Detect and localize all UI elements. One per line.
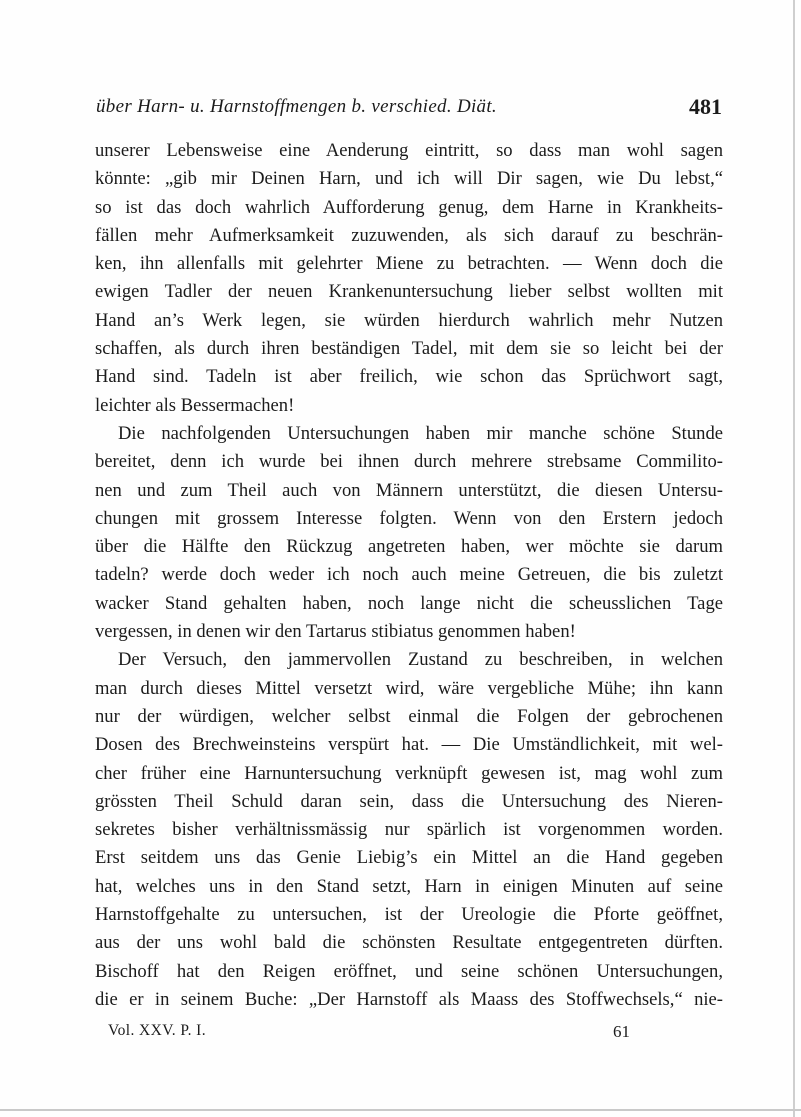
text-line: vergessen, in denen wir den Tartarus stibiatus genommen haben! bbox=[95, 621, 576, 643]
text-line: Hand an’s Werk legen, sie würden hierdurch wahrlich mehr Nutzen bbox=[95, 309, 723, 331]
volume-signature: Vol. XXV. P. I. bbox=[108, 1022, 207, 1039]
text-line: Harnstoffgehalte zu untersuchen, ist der Ureologie die Pforte geöffnet, bbox=[95, 904, 723, 926]
page-number: 481 bbox=[689, 94, 722, 119]
text-line: sekretes bisher verhältnissmässig nur spärlich ist vorgenommen worden. bbox=[95, 819, 723, 841]
text-line: die er in seinem Buche: „Der Harnstoff als Maass des Stoffwechsels,“ nie- bbox=[95, 988, 723, 1010]
text-line: Der Versuch, den jammervollen Zustand zu beschreiben, in welchen bbox=[118, 649, 723, 671]
text-line: nen und zum Theil auch von Männern unterstützt, die diesen Untersu- bbox=[95, 479, 723, 501]
text-line: fällen mehr Aufmerksamkeit zuzuwenden, als sich darauf zu beschrän- bbox=[95, 224, 723, 246]
text-line: ken, ihn allenfalls mit gelehrter Miene zu betrachten. — Wenn doch die bbox=[95, 253, 723, 275]
page-edge-right bbox=[793, 0, 795, 1117]
text-line: unserer Lebensweise eine Aenderung eintritt, so dass man wohl sagen bbox=[95, 140, 723, 161]
text-line: tadeln? werde doch weder ich noch auch meine Getreuen, die bis zuletzt bbox=[95, 564, 723, 586]
sheet-number: 61 bbox=[613, 1022, 630, 1041]
text-line: könnte: „gib mir Deinen Harn, und ich will Dir sagen, wie Du lebst,“ bbox=[95, 168, 723, 190]
text-line: schaffen, als durch ihren beständigen Tadel, mit dem sie so leicht bei der bbox=[95, 338, 723, 360]
text-line: ewigen Tadler der neuen Krankenuntersuchung lieber selbst wollten mit bbox=[95, 281, 723, 303]
text-line: Erst seitdem uns das Genie Liebig’s ein Mittel an die Hand gegeben bbox=[95, 847, 723, 869]
running-title: über Harn- u. Harnstoffmengen b. verschied. Diät. bbox=[96, 96, 497, 117]
text-line: wacker Stand gehalten haben, noch lange nicht die scheusslichen Tage bbox=[95, 592, 723, 614]
page-edge-bottom bbox=[0, 1109, 801, 1111]
text-line: Die nachfolgenden Untersuchungen haben mir manche schöne Stunde bbox=[118, 422, 723, 444]
text-line: cher früher eine Harnuntersuchung verknüpft gewesen ist, mag wohl zum bbox=[95, 762, 723, 784]
text-line: Bischoff hat den Reigen eröffnet, und seine schönen Untersuchungen, bbox=[95, 960, 723, 982]
text-line: über die Hälfte den Rückzug angetreten haben, wer möchte sie darum bbox=[95, 536, 723, 558]
text-line: aus der uns wohl bald die schönsten Resultate entgegentreten dürften. bbox=[95, 932, 723, 954]
running-head bbox=[96, 96, 722, 126]
text-line: Dosen des Brechweinsteins verspürt hat. — Die Umständlichkeit, mit wel- bbox=[95, 734, 723, 756]
text-line: bereitet, denn ich wurde bei ihnen durch mehrere strebsame Commilito- bbox=[95, 451, 723, 473]
text-line: so ist das doch wahrlich Aufforderung genug, dem Harne in Krankheits- bbox=[95, 196, 723, 218]
text-line: Hand sind. Tadeln ist aber freilich, wie schon das Sprüchwort sagt, bbox=[95, 366, 723, 388]
text-line: hat, welches uns in den Stand setzt, Harn in einigen Minuten auf seine bbox=[95, 875, 723, 897]
body-text bbox=[95, 137, 723, 1014]
text-line: leichter als Bessermachen! bbox=[95, 394, 295, 416]
text-line: grössten Theil Schuld daran sein, dass die Untersuchung des Nieren- bbox=[95, 790, 723, 812]
text-line: chungen mit grossem Interesse folgten. Wenn von den Erstern jedoch bbox=[95, 507, 723, 529]
page-footer bbox=[95, 1022, 723, 1046]
text-line: man durch dieses Mittel versetzt wird, wäre vergebliche Mühe; ihn kann bbox=[95, 677, 723, 699]
text-line: nur der würdigen, welcher selbst einmal die Folgen der gebrochenen bbox=[95, 705, 723, 727]
